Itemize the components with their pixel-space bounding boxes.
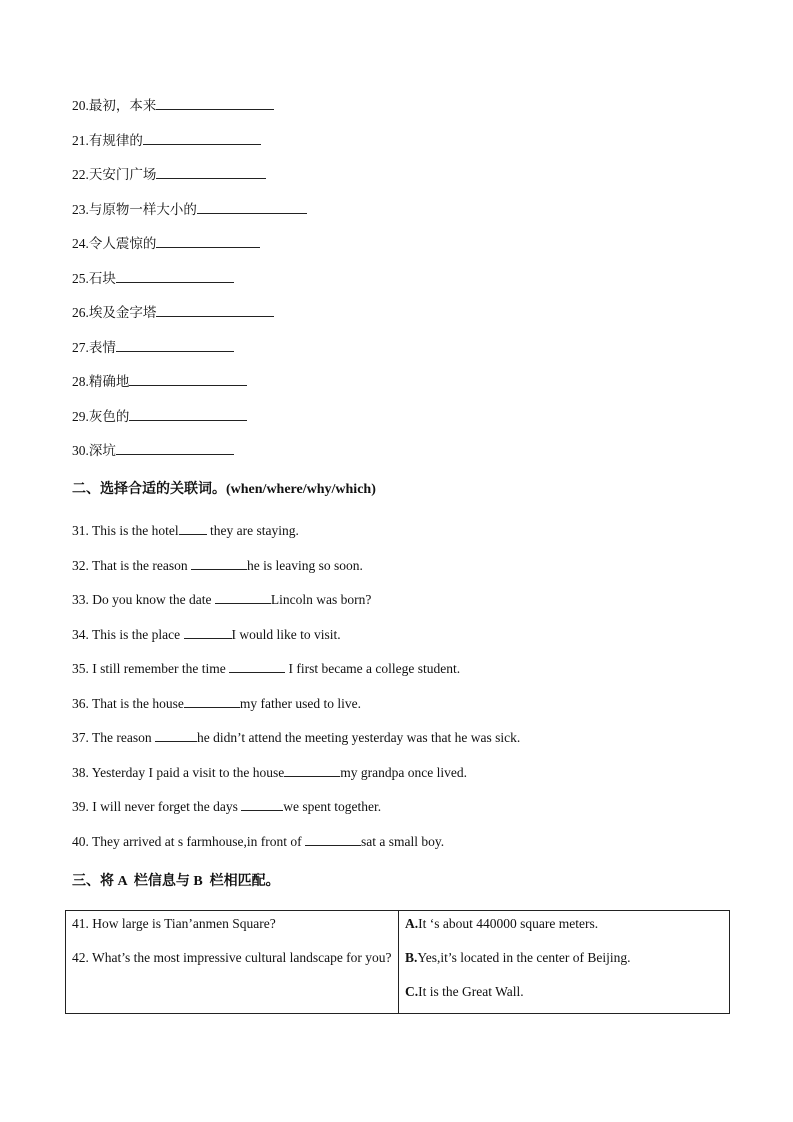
- column-b: [399, 911, 730, 1014]
- answer-blank[interactable]: [191, 556, 247, 570]
- answer-blank[interactable]: [129, 372, 247, 386]
- answer-blank[interactable]: [156, 96, 274, 110]
- matching-table: [65, 910, 730, 1014]
- answer-blank[interactable]: [116, 269, 234, 283]
- sentence-37: 37. The reason he didn’t attend the meeting yesterday was that he was sick.: [72, 730, 521, 745]
- vocab-item-26: 26.埃及金字塔: [72, 303, 274, 322]
- vocab-item-28: 28.精确地: [72, 372, 247, 391]
- vocab-item-23: 23.与原物一样大小的: [72, 200, 307, 219]
- answer-blank[interactable]: [179, 521, 207, 535]
- section-2-heading: 二、选择合适的关联词。(when/where/why/which): [72, 482, 376, 497]
- answer-blank[interactable]: [215, 590, 271, 604]
- answer-blank[interactable]: [156, 303, 274, 317]
- option-c: C.It is the Great Wall.: [405, 984, 524, 999]
- answer-blank[interactable]: [284, 763, 340, 777]
- sentence-32: 32. That is the reason he is leaving so soon.: [72, 558, 363, 573]
- vocab-item-22: 22.天安门广场: [72, 165, 266, 184]
- sentence-34: 34. This is the place I would like to visit.: [72, 627, 341, 642]
- answer-blank[interactable]: [305, 832, 361, 846]
- option-a: A.It ‘s about 440000 square meters.: [405, 916, 599, 931]
- vocab-item-25: 25.石块: [72, 269, 234, 288]
- answer-blank[interactable]: [184, 625, 232, 639]
- sentence-38: 38. Yesterday I paid a visit to the house my grandpa once lived.: [72, 765, 467, 780]
- answer-blank[interactable]: [197, 200, 307, 214]
- sentence-35: 35. I still remember the time I first became a college student.: [72, 661, 461, 676]
- answer-blank[interactable]: [129, 407, 247, 421]
- answer-blank[interactable]: [156, 234, 260, 248]
- answer-blank[interactable]: [229, 659, 285, 673]
- answer-blank[interactable]: [116, 338, 234, 352]
- vocab-item-21: 21.有规律的: [72, 131, 261, 150]
- column-a: [66, 911, 399, 1014]
- section-3-heading: 三、将 A 栏信息与 B 栏相匹配。: [72, 874, 280, 889]
- answer-blank[interactable]: [143, 131, 261, 145]
- answer-blank[interactable]: [241, 797, 283, 811]
- answer-blank[interactable]: [116, 441, 234, 455]
- vocab-item-20: 20.最初，本来: [72, 96, 274, 115]
- sentence-39: 39. I will never forget the days we spent together.: [72, 799, 382, 814]
- vocab-item-24: 24.令人震惊的: [72, 234, 260, 253]
- option-b: B.Yes,it’s located in the center of Beijing.: [405, 950, 631, 965]
- sentence-33: 33. Do you know the date Lincoln was born?: [72, 592, 372, 607]
- vocab-item-30: 30.深坑: [72, 441, 234, 460]
- question-41: 41. How large is Tian’anmen Square?: [72, 916, 276, 931]
- sentence-31: 31. This is the hotel they are staying.: [72, 523, 299, 538]
- answer-blank[interactable]: [156, 165, 266, 179]
- sentence-36: 36. That is the house my father used to live.: [72, 696, 361, 711]
- answer-blank[interactable]: [184, 694, 240, 708]
- question-42: 42. What’s the most impressive cultural landscape for you?: [72, 950, 392, 965]
- answer-blank[interactable]: [155, 728, 197, 742]
- vocab-item-29: 29.灰色的: [72, 407, 247, 426]
- sentence-40: 40. They arrived at s farmhouse,in front of sat a small boy.: [72, 834, 445, 849]
- vocab-item-27: 27.表情: [72, 338, 234, 357]
